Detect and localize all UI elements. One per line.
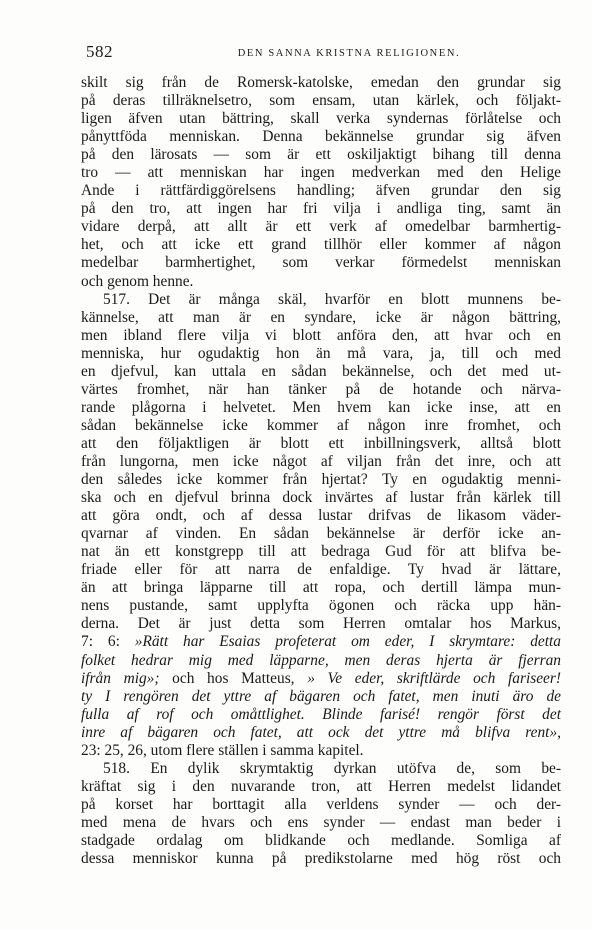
line-text: Ande i rättfärdiggörelsens handling; äfven grundar den sig xyxy=(81,182,561,200)
line-text: stadgade ordalag om blidkande och medlande. Somliga af xyxy=(81,831,561,849)
text-line xyxy=(81,742,561,760)
line-text: pånyttföda menniskan. Denna bekännelse grundar sig äfven xyxy=(81,128,561,146)
line-text: menniska, hur ogudaktig hon än må vara, ja, till och med xyxy=(81,344,561,362)
text-line xyxy=(81,417,561,435)
text-line xyxy=(81,218,561,236)
line-text: och hos Matteus, xyxy=(159,669,308,687)
text-line xyxy=(81,670,561,688)
line-text: nat än ett konstgrepp till att bedraga Gud för att blifva be- xyxy=(81,543,561,561)
text-line xyxy=(81,850,561,868)
line-text: värtes fromhet, när han tänker på de hotande och närva- xyxy=(81,380,561,398)
line-text: sådan bekännelse icke kommer af någon inre fromhet, och xyxy=(81,416,561,434)
line-text: den således icke kommer från hjertat? Ty en ogudaktig menni- xyxy=(81,471,561,489)
text-line xyxy=(81,74,561,92)
text-line xyxy=(81,507,561,525)
text-line xyxy=(81,471,561,489)
running-head: DEN SANNA KRISTNA RELIGIONEN. xyxy=(237,48,461,59)
text-line xyxy=(81,273,561,291)
body-text xyxy=(81,74,561,868)
italic-quote: fulla af rof och omåttlighet. Blinde farisé! rengör först det xyxy=(81,705,561,723)
line-text: en djefvul, kan uttala en sådan bekännelse, och det med ut- xyxy=(81,362,561,380)
text-line xyxy=(81,254,561,272)
text-line xyxy=(81,146,561,164)
line-text: från lungorna, men icke något af viljan från det inre, och att xyxy=(81,452,561,470)
line-text: nens pustande, samt upplyfta ögonen och räcka upp hän- xyxy=(81,597,561,615)
line-text: qvarnar af vinden. En sådan bekännelse är derför icke an- xyxy=(81,525,561,543)
line-text: på korset har borttagit alla verldens synder — och der- xyxy=(81,795,561,813)
text-line xyxy=(81,399,561,417)
line-text: het, och att icke ett grand tillhör eller kommer af någon xyxy=(81,236,561,254)
text-line xyxy=(81,633,561,651)
text-line xyxy=(81,128,561,146)
text-line xyxy=(81,760,561,778)
italic-quote: ty I rengören det yttre af bägaren och fatet, men inuti äro de xyxy=(81,687,561,705)
text-line xyxy=(81,164,561,182)
text-line xyxy=(81,652,561,670)
text-line xyxy=(81,796,561,814)
line-text: derna. Det är just detta som Herren omtalar hos Markus, xyxy=(81,615,561,633)
line-text: på den lärosats — som är ett oskiljaktigt bihang till denna xyxy=(81,146,561,164)
line-text: ska och en djefvul brinna dock invärtes af lustar från kärlek till xyxy=(81,489,561,507)
line-text: på den tro, att ingen har fri vilja i andliga ting, samt än xyxy=(81,200,561,218)
italic-quote: inre af bägaren och fatet, att ock det yttre må blifva rent», xyxy=(81,723,561,741)
text-line xyxy=(81,381,561,399)
line-text: på deras tillräknelsetro, som ensam, utan kärlek, och följakt- xyxy=(81,92,561,110)
text-line xyxy=(81,706,561,724)
text-line xyxy=(81,110,561,128)
line-text: rande plågorna i helvetet. Men hvem kan icke inse, att en xyxy=(81,398,561,416)
text-line xyxy=(81,309,561,327)
text-line xyxy=(81,597,561,615)
text-line xyxy=(81,435,561,453)
line-text: vidare derpå, att allt är ett verk af omedelbar barmhertig- xyxy=(81,218,561,236)
italic-quote: » Ve eder, skriftlärde och fariseer! xyxy=(307,669,561,687)
text-line xyxy=(81,579,561,597)
text-line xyxy=(81,489,561,507)
text-line xyxy=(81,814,561,832)
line-text: med mena de hvars och ens synder — endast man beder i xyxy=(81,813,561,831)
page-number: 582 xyxy=(86,42,113,61)
line-text: 518. En dylik skrymtaktig dyrkan utöfva de, som be- xyxy=(103,759,561,777)
text-line xyxy=(81,724,561,742)
line-text: medelbar barmhertighet, som verkar förmedelst menniskan xyxy=(81,254,561,272)
text-line xyxy=(81,291,561,309)
text-line xyxy=(81,543,561,561)
italic-quote: folket hedrar mig med läpparne, men deras hjerta är fjerran xyxy=(81,651,561,669)
text-line xyxy=(81,778,561,796)
line-text: kräftat sig i den nuvarande tron, att Herren medelst lidandet xyxy=(81,777,561,795)
italic-quote: ifrån mig»; xyxy=(81,669,160,687)
text-line xyxy=(81,345,561,363)
text-line xyxy=(81,363,561,381)
line-text: men ibland flere vilja vi blott anföra den, att hvar och en xyxy=(81,326,561,344)
text-line xyxy=(81,615,561,633)
line-text: 23: 25, 26, utom flere ställen i samma kapitel. xyxy=(81,741,364,759)
text-line xyxy=(81,561,561,579)
text-line xyxy=(81,200,561,218)
line-text: dessa menniskor kunna på predikstolarne med hög röst och xyxy=(81,850,561,868)
line-text: än att bringa läpparne till att ropa, och dertill lämpa mun- xyxy=(81,579,561,597)
line-text: skilt sig från de Romersk-katolske, emedan den grundar sig xyxy=(81,74,561,91)
text-line xyxy=(81,453,561,471)
line-text: friade eller för att narra de enfaldige. Ty hvad är lättare, xyxy=(81,561,561,579)
text-line xyxy=(81,92,561,110)
text-line xyxy=(81,688,561,706)
line-text: kännelse, att man är en syndare, icke är någon bättring, xyxy=(81,308,561,326)
text-line xyxy=(81,327,561,345)
line-text: 7: 6: xyxy=(81,633,135,651)
line-text: att göra ondt, och af dessa lustar drifvas de likasom väder- xyxy=(81,507,561,525)
text-line xyxy=(81,236,561,254)
italic-quote: »Rätt har Esaias profeterat om eder, I skrymtare: detta xyxy=(134,633,561,651)
line-text: ligen äfven utan bättring, skall verka syndernas förlåtelse och xyxy=(81,110,561,128)
line-text: tro — att menniskan har ingen medverkan med den Helige xyxy=(81,164,561,182)
line-text: 517. Det är många skäl, hvarför en blott munnens be- xyxy=(103,290,561,308)
line-text: att den följaktligen är blott ett inbillningsverk, alltså blott xyxy=(81,434,561,452)
text-line xyxy=(81,525,561,543)
page-header xyxy=(86,42,572,64)
text-line xyxy=(81,182,561,200)
line-text: och genom henne. xyxy=(81,272,194,290)
text-line xyxy=(81,832,561,850)
